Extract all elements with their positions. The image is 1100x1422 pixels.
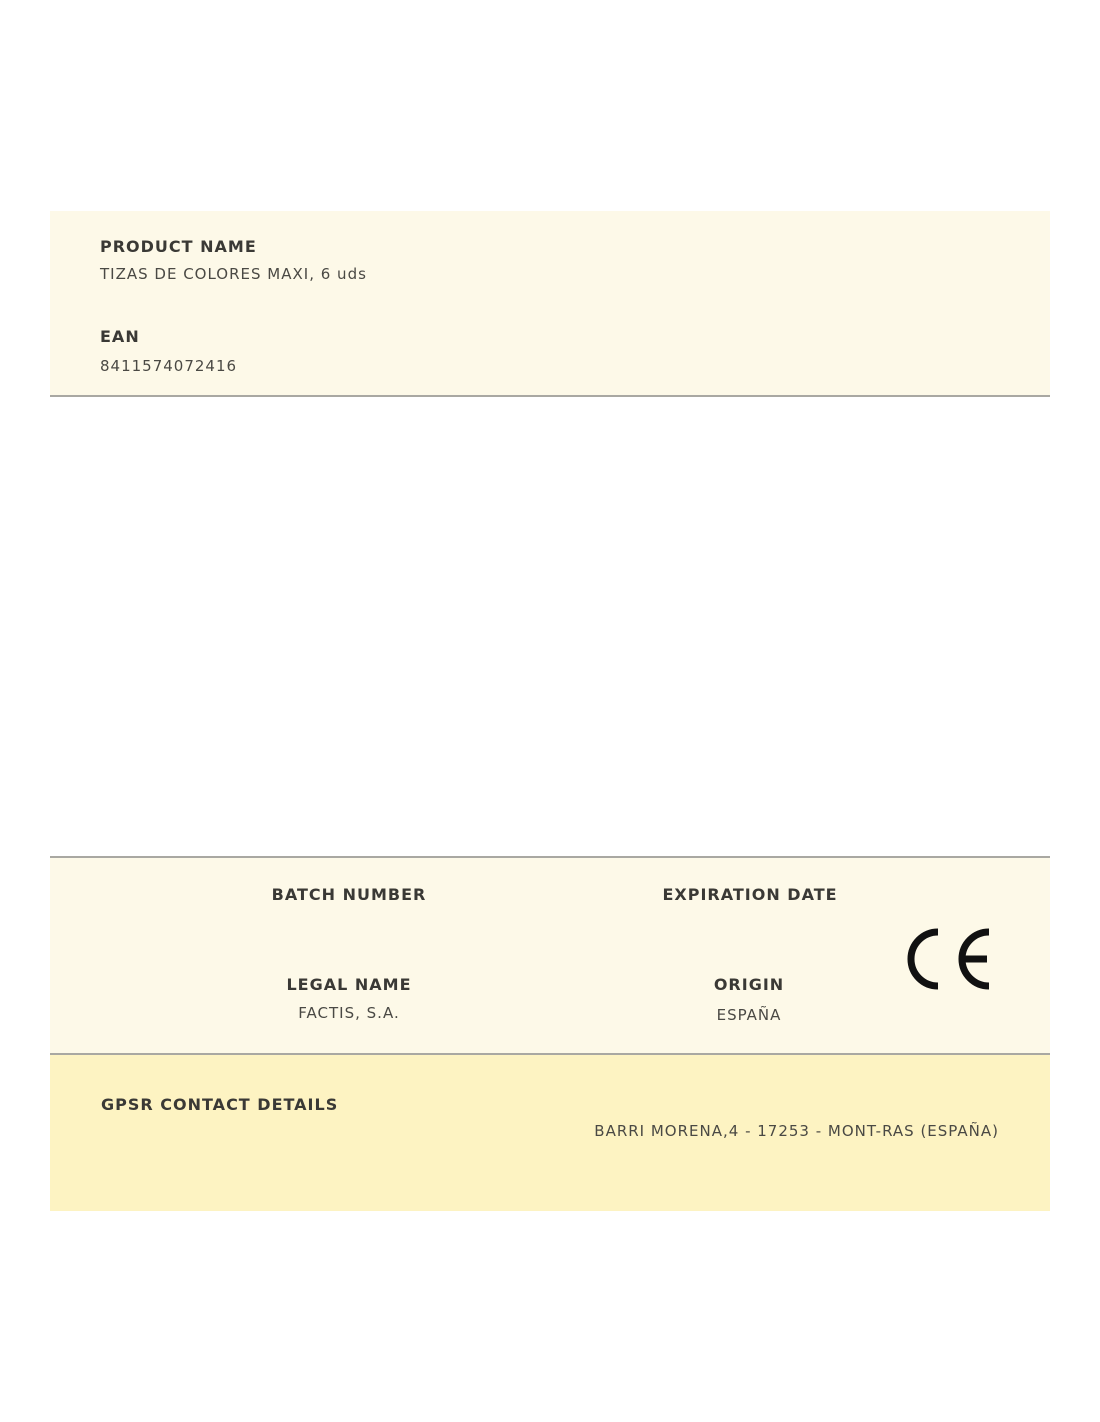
gpsr-contact-label: GPSR CONTACT DETAILS (101, 1095, 339, 1114)
gpsr-address: BARRI MORENA,4 - 17253 - MONT-RAS (ESPAÑA) (594, 1122, 999, 1140)
expiration-date-label: EXPIRATION DATE (662, 885, 838, 904)
ean-label: EAN (100, 327, 140, 346)
ce-mark-icon (907, 928, 993, 990)
legal-name-value: FACTIS, S.A. (298, 1004, 400, 1022)
product-name-value: TIZAS DE COLORES MAXI, 6 uds (100, 265, 367, 283)
product-name-label: PRODUCT NAME (100, 237, 257, 256)
batch-number-label: BATCH NUMBER (271, 885, 427, 904)
origin-label: ORIGIN (713, 975, 785, 994)
gpsr-contact-panel (50, 1055, 1050, 1211)
origin-value: ESPAÑA (716, 1006, 782, 1024)
product-details-panel (50, 856, 1050, 1055)
ean-value: 8411574072416 (100, 357, 238, 375)
product-info-panel (50, 211, 1050, 397)
legal-name-label: LEGAL NAME (286, 975, 412, 994)
